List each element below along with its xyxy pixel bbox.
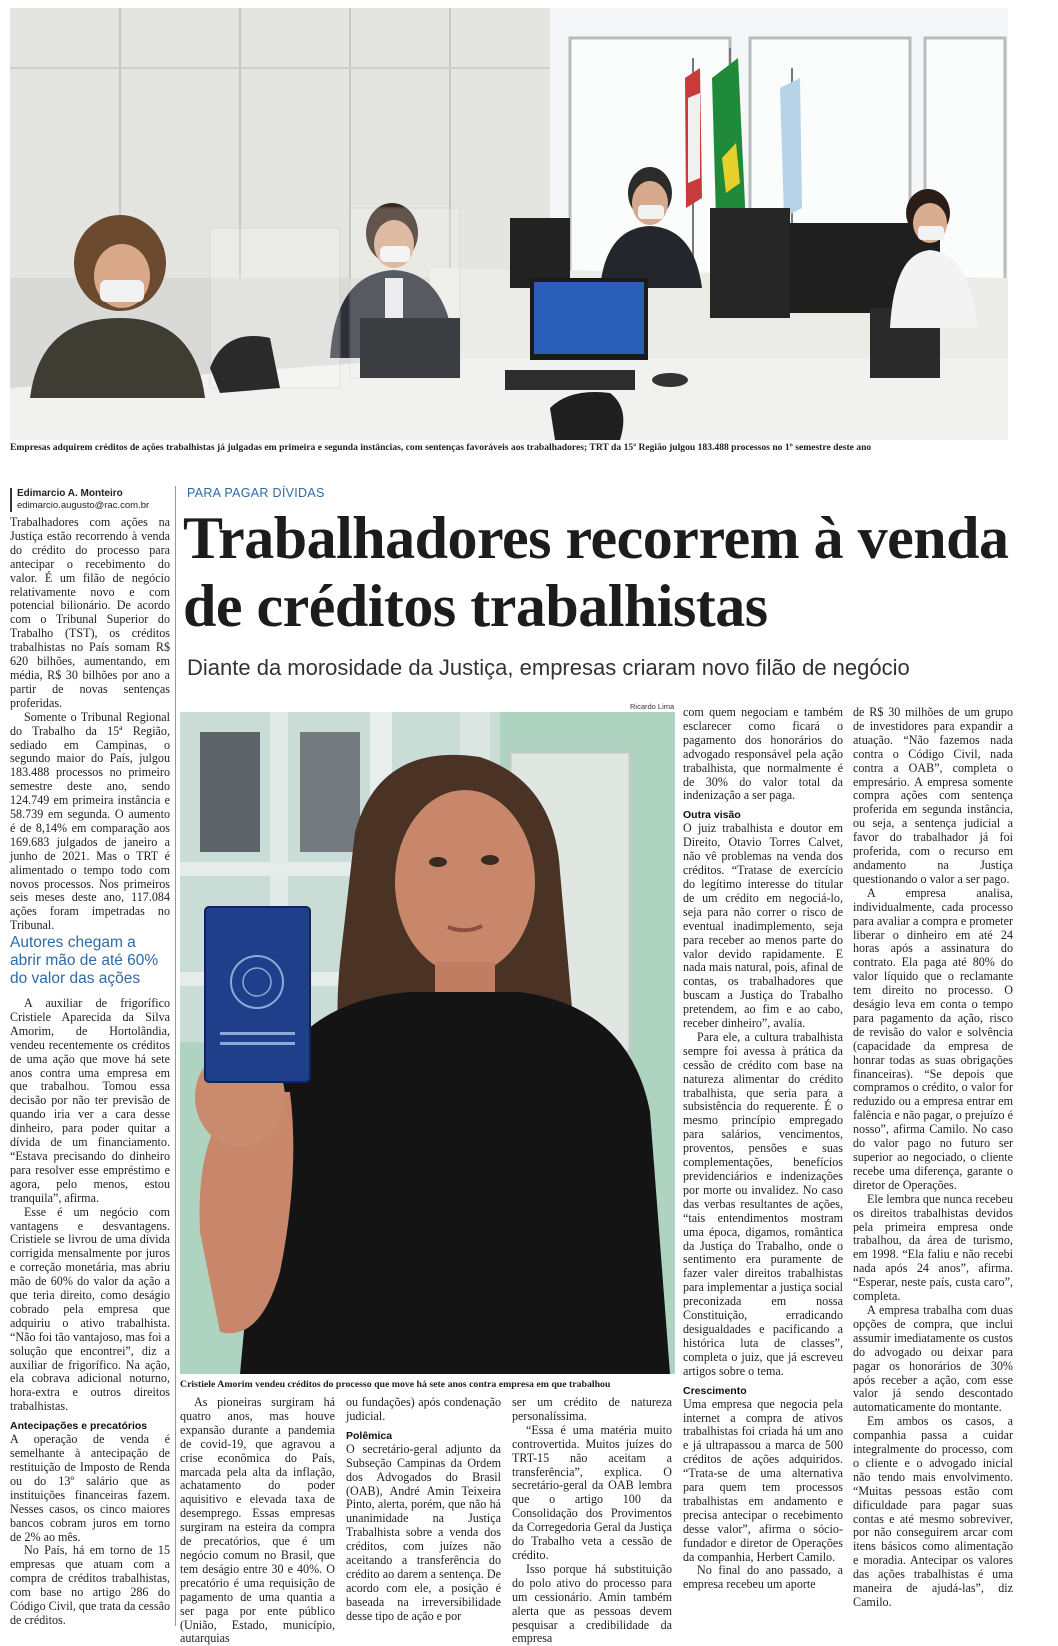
paragraph: A operação de venda é semelhante à antecipação de restituição de Imposto de Renda ou do 13º salário que as instituições financeiras fazem. Nesses casos, os cinco maiores bancos cobram juros em torno de 2% ao mês. bbox=[10, 1432, 170, 1544]
paragraph: A empresa analisa, individualmente, cada processo para avaliar a compra e prometer liberar o dinheiro em até 24 horas após a assinatura do contrato. Ela paga até 80% do valor líquido que o reclamante tem direito no processo. O deságio leva em conta o tempo para pagamento da ação, risco de revisão do valor e solvência (capacidade da empresa de honrar todas as suas obrigações financeiras). “Se depois que compramos o crédito, o valor for reduzido ou a empresa entrar em falência e não pagar, o prejuízo é nosso”, afirma Camilo. No caso do valor pago no futuro ser superior ao negociado, o cliente recebe uma diferença, garante o diretor de Operações. bbox=[853, 885, 1013, 1192]
paragraph: A auxiliar de frigorífico Cristiele Aparecida da Silva Amorim, de Hortolândia, vendeu recentemente os créditos de uma ação que move há sete anos contra uma empresa em que trabalhou. Tomou essa decisão por não ter previsão de quando iria ver a cara desse dinheiro, para poder quitar a dívida de um financiamento. “Estava precisando do dinheiro para resolver esse empréstimo e agora, pelo menos, estou tranquila”, afirma. bbox=[10, 996, 170, 1205]
paragraph: Para ele, a cultura trabalhista sempre foi avessa à prática da cessão de crédito com base na natureza alimentar do crédito trabalhista, que seria para a subsistência do requerente. É o mesmo princípio empregado para salários, vencimentos, proventos, pensões e suas complementações, benefícios previdenciários e indenizações por morte ou invalidez. No caso das verbas resultantes de ações, “tais entendimentos mostram uma época, digamos, romântica da Justiça do Trabalho, onde o sentimento era puramente de fazer valer direitos trabalhistas para implementar a justiça social preconizada em nossa Constituição, erradicando desigualdades e pacificando a histórica luta de classes”, completa o juiz, que já escreveu artigos sobre o tema. bbox=[683, 1029, 843, 1378]
photo-credit: Ricardo Lima bbox=[630, 702, 675, 711]
headline: Trabalhadores recorrem à venda de créditos trabalhistas bbox=[183, 505, 1009, 639]
subheadline: Diante da morosidade da Justiça, empresas criaram novo filão de negócio bbox=[187, 655, 910, 680]
paragraph: O juiz trabalhista e doutor em Direito, Otavio Torres Calvet, não vê problemas na venda dos créditos. “Tratase de exercício do legítimo interesse do titular de um crédito em negociá-lo, seja para não correr o risco de eventual inadimplemento, seja para receber ao menos parte do valor devido rapidamente. E nada mais natural, pois, afinal de contas, os trabalhadores que buscam a Justiça do Trabalho pretendem, ao fim e ao cabo, receber dinheiro”, avalia. bbox=[683, 821, 843, 1031]
section-heading: Outra visão bbox=[683, 809, 741, 822]
paragraph: ser um crédito de natureza personalíssima. bbox=[512, 1395, 672, 1423]
paragraph: Uma empresa que negocia pela internet a compra de ativos trabalhistas foi criada há um ano e já ultrapassou a marca de 500 créditos de ações adquiridos. “Trata-se de uma alternativa para quem tem processos trabalhistas em andamento e precisa antecipar o recebimento desse valor”, afirma o sócio-fundador e diretor de Operações da companhia, Herbert Camilo. bbox=[683, 1396, 843, 1564]
paragraph: Somente o Tribunal Regional do Trabalho da 15ª Região, sediado em Campinas, o segundo maior do País, julgou 183.488 processos no primeiro semestre deste ano, sendo 124.749 em primeira instância e 58.739 em segunda. O aumento é de 8,14% em comparação aos 169.683 julgados de janeiro a junho de 2021. Mas o TRT é alimentado o tempo todo com novos processos. Nos primeiros seis meses deste ano, 117.084 ações foram impetradas no Tribunal. bbox=[10, 709, 170, 933]
article-column-2 bbox=[180, 1395, 335, 1646]
article-column-1-continued bbox=[10, 997, 170, 1627]
article-column-1 bbox=[10, 515, 170, 933]
main-photo-caption: Cristiele Amorim vendeu créditos do processo que move há sete anos contra empresa em que trabalhou bbox=[180, 1379, 611, 1390]
courtroom-photo-illustration bbox=[10, 8, 1008, 440]
article-column-5 bbox=[683, 706, 843, 1628]
paragraph: de R$ 30 milhões de um grupo de investidores para expandir a atuação. “Não fazemos nada contra o Código Civil, nada contra a OAB”, completa o empresário. A empresa somente compra ações com sentença proferida em segunda instância, ou seja, a sentença judicial a favor do trabalhador já foi proferida, com o recurso em andamento na Justiça questionando o valor a ser pago. bbox=[853, 705, 1013, 886]
paragraph: “Essa é uma matéria muito controvertida. Muitos juízes do TRT-15 não aceitam a transferência”, explica. O secretário-geral da OAB lembra que o artigo 100 da Consolidação dos Provimentos da Corregedoria Geral da Justiça do Trabalho veta a cessão de crédito. bbox=[512, 1422, 672, 1562]
author-name: Edimarcio A. Monteiro bbox=[17, 488, 123, 499]
article-column-4 bbox=[512, 1395, 672, 1646]
top-photo-caption: Empresas adquirem créditos de ações trabalhistas já julgadas em primeira e segunda instâncias, com sentenças favoráveis aos trabalhadores; TRT da 15ª Região julgou 183.488 processos no 1º semestre deste ano bbox=[10, 442, 872, 453]
author-email[interactable]: edimarcio.augusto@rac.com.br bbox=[17, 500, 150, 511]
top-photo bbox=[10, 8, 1008, 440]
paragraph: com quem negociam e também esclarecer como ficará o pagamento dos honorários do advogado responsável pela ação trabalhista, que normalmente é de 30% do valor total da indenização a ser paga. bbox=[683, 705, 843, 803]
section-heading: Antecipações e precatórios bbox=[10, 1420, 148, 1433]
woman-holding-work-booklet-photo bbox=[180, 712, 675, 1374]
paragraph: Ele lembra que nunca recebeu os direitos trabalhistas devidos pela primeira empresa onde trabalhou, da área de turismo, em 1998. “Ela faliu e não recebi nada após 24 anos”, afirma. “Esperar, neste país, custa caro”, completa. bbox=[853, 1191, 1013, 1304]
paragraph: As pioneiras surgiram há quatro anos, mas houve expansão durante a pandemia de covid-19, que agravou a crise econômica do País, marcada pela alta da inflação, achatamento do poder aquisitivo e elevada taxa de desemprego. Essas empresas surgiram na esteira da compra de precatórios, que é um negócio comum no Brasil, que tem deságio entre 30 e 40%. O precatório é uma requisição de pagamento de uma quantia a ser paga por ente público (União, Estado, município, autarquias bbox=[180, 1395, 335, 1646]
article-column-3 bbox=[346, 1396, 501, 1628]
byline bbox=[10, 488, 170, 512]
pull-quote: Autores chegam a abrir mão de até 60% do valor das ações bbox=[10, 934, 159, 987]
article-column-6 bbox=[853, 706, 1013, 1628]
section-kicker: PARA PAGAR DÍVIDAS bbox=[187, 486, 325, 500]
column-divider bbox=[175, 486, 176, 1626]
section-heading: Polêmica bbox=[346, 1429, 393, 1442]
paragraph: O secretário-geral adjunto da Subseção Campinas da Ordem dos Advogados do Brasil (OAB), André Amin Teixeira Pinto, alerta, porém, que não há unanimidade na Justiça Trabalhista sobre a venda dos créditos, com juízes não aceitando a transferência do crédito ao darem a sentença. De acordo com ele, a posição é baseada na irreversibilidade desse tipo de ação e por bbox=[346, 1441, 501, 1623]
paragraph: No final do ano passado, a empresa recebeu um aporte bbox=[683, 1563, 843, 1592]
paragraph: Esse é um negócio com vantagens e desvantagens. Cristiele se livrou de uma dívida corrigida mensalmente por juros e correção monetária, mas abriu mão de 60% do valor da ação a que teria direito, como deságio cobrado pela empresa que adquiriu o ativo trabalhista. “Não foi tão vantajoso, mas foi a solução que encontrei”, diz a auxiliar de frigorífico. Na ação, ela cobrava adicional noturno, hora-extra e outros direitos trabalhistas. bbox=[10, 1204, 170, 1414]
paragraph: No País, há em torno de 15 empresas que atuam com a compra de créditos trabalhistas, com base no artigo 286 do Código Civil, que trata da cessão de créditos. bbox=[10, 1543, 170, 1627]
paragraph: Trabalhadores com ações na Justiça estão recorrendo à venda do crédito do processo para antecipar o recebimento do valor. É um filão de negócio relativamente novo e com potencial bilionário. De acordo com o Tribunal Superior do Trabalho (TST), os créditos trabalhistas no País somam R$ 620 bilhões, aumentando, em média, R$ 30 bilhões por ano a partir de novas sentenças proferidas. bbox=[10, 515, 170, 710]
paragraph: A empresa trabalha com duas opções de compra, que inclui assumir imediatamente os custos do advogado ou deixar para pagar os honorários de 30% após receber a ação, com esse valor já sendo descontado automaticamente do montante. bbox=[853, 1302, 1013, 1415]
paragraph: Em ambos os casos, a companhia passa a cuidar integralmente do processo, com o cliente e o advogado inicial não tendo mais envolvimento. “Muitas pessoas estão com dificuldade para pagar suas contas e até mesmo sobreviver, por não conseguirem arcar com itens básicos como alimentação e moradia. Antecipar os valores das ações trabalhistas é uma maneira de ajudá-las”, diz Camilo. bbox=[853, 1414, 1013, 1609]
section-heading: Crescimento bbox=[683, 1384, 747, 1397]
main-photo bbox=[180, 712, 675, 1374]
paragraph: Isso porque há substituição do polo ativo do processo para um cessionário. Amin também alerta que as pessoas devem pesquisar a credibilidade da empresa bbox=[512, 1561, 672, 1646]
paragraph: ou fundações) após condenação judicial. bbox=[346, 1395, 501, 1423]
